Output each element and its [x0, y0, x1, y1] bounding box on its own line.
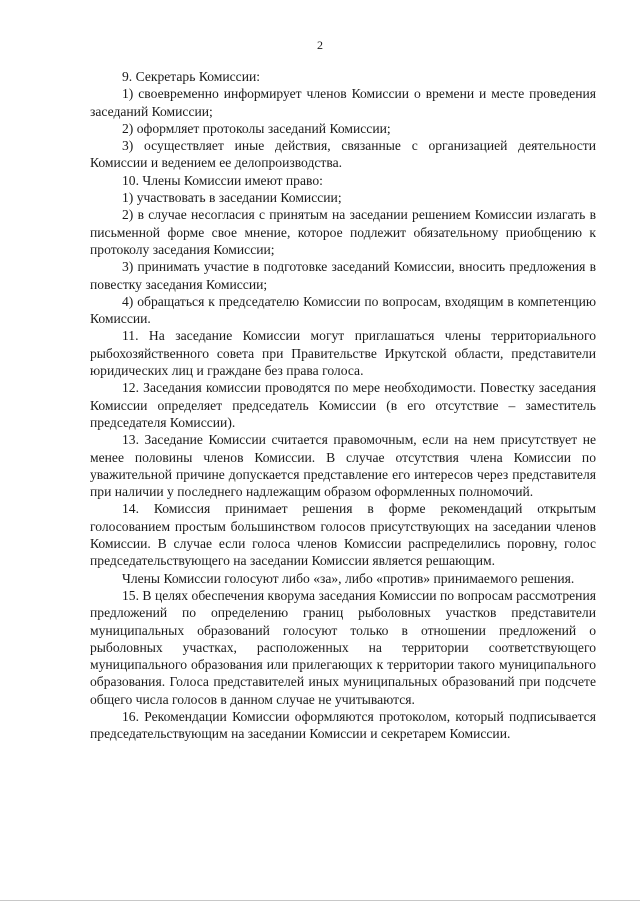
paragraph-9-1: 1) своевременно информирует членов Комиссии о времени и месте проведения заседаний Комиссии; [90, 86, 596, 119]
paragraph-10-4: 4) обращаться к председателю Комиссии по вопросам, входящим в компетенцию Комиссии. [90, 293, 596, 327]
paragraph-16: 16. Рекомендации Комиссии оформляются протоколом, который подписывается председательствующим на заседании Комиссии и секретарем Комиссии. [90, 708, 596, 742]
page-edge-divider [0, 900, 640, 901]
paragraph-9: 9. Секретарь Комиссии: [122, 69, 261, 84]
paragraph-15: 15. В целях обеспечения кворума заседания Комиссии по вопросам рассмотрения предложений по определению границ рыболовных участков представители муниципальных образований голосуют только в отношении предложений о рыболовных участках, расположенных на территории соответствующего муниципального образования или прилегающих к территории такого муниципального образования. Голоса представителей иных муниципальных образований при подсчете общего числа голосов в данном случае не учитываются. [90, 587, 596, 707]
paragraph-12: 12. Заседания комиссии проводятся по мере необходимости. Повестку заседания Комиссии определяет председатель Комиссии (в его отсутствие – заместитель председателя Комиссии). [90, 380, 596, 430]
paragraph-10: 10. Члены Комиссии имеют право: [122, 172, 323, 188]
paragraph-10-2: 2) в случае несогласия с принятым на заседании решением Комиссии излагать в письменной форме свое мнение, которое подлежит обязательному приобщению к протоколу заседания Комиссии; [90, 207, 596, 257]
page-number: 2 [317, 38, 323, 52]
paragraph-10-3: 3) принимать участие в подготовке заседаний Комиссии, вносить предложения в повестку заседания Комиссии; [90, 259, 596, 292]
document-body [90, 68, 596, 743]
paragraph-9-2: 2) оформляет протоколы заседаний Комиссии; [122, 120, 391, 136]
paragraph-11: 11. На заседание Комиссии могут приглашаться члены территориального рыбохозяйственного совета при Правительстве Иркутской области, представители юридических лиц и граждане без права голоса. [90, 328, 596, 379]
paragraph-10-1: 1) участвовать в заседании Комиссии; [122, 190, 342, 206]
paragraph-9-3: 3) осуществляет иные действия, связанные с организацией деятельности Комиссии и ведением ее делопроизводства. [90, 138, 596, 171]
paragraph-14: 14. Комиссия принимает решения в форме рекомендаций открытым голосованием простым большинством голосов присутствующих на заседании членов Комиссии. В случае если голоса членов Комиссии распределились поровну, голос председательствующего на заседании Комиссии является решающим. [90, 501, 596, 569]
paragraph-13: 13. Заседание Комиссии считается правомочным, если на нем присутствует не менее половины членов Комиссии. В случае отсутствия члена Комиссии по уважительной причине допускается представление его интересов через представителя при наличии у последнего надлежащим образом оформленных полномочий. [90, 432, 596, 500]
paragraph-14-voting: Члены Комиссии голосуют либо «за», либо «против» принимаемого решения. [122, 570, 575, 586]
